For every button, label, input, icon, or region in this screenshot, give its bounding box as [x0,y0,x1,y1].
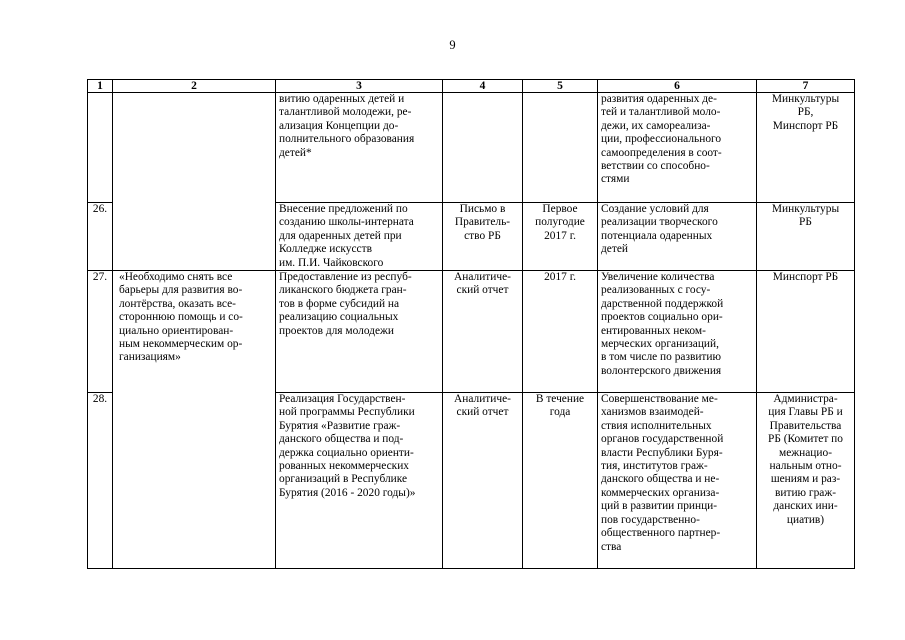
action-cell: Предоставление из респуб- ликанского бюджета гран- тов в форме субсидий на реализацию социальных проектов для молодежи [276,271,443,393]
term-cell [523,93,598,203]
responsible-cell: Минспорт РБ [757,271,855,393]
row-number: 26. [88,203,113,271]
form-cell: Аналитиче- ский отчет [443,393,523,569]
column-header-4: 4 [443,80,523,93]
action-cell: витию одаренных детей и талантливой молодежи, ре- ализация Концепции до- полнительного образования детей* [276,93,443,203]
table-row [88,271,855,393]
action-cell: Реализация Государствен- ной программы Республики Бурятия «Развитие граж- данского общества и под- держка социально ориенти- рованных некоммерческих организаций в Республике Бурятия (2016 - 2020 годы)» [276,393,443,569]
action-cell: Внесение предложений по созданию школы-интерната для одаренных детей при Колледже искусств им. П.И. Чайковского [276,203,443,271]
result-cell: Создание условий для реализации творческого потенциала одаренных детей [598,203,757,271]
purpose-cell: «Необходимо снять все барьеры для развития во- лонтёрства, оказать все- стороннюю помощь и со- циально ориентирован- ным некоммерческим ор- ганизациям» [113,271,276,569]
responsible-cell: Минкультуры РБ [757,203,855,271]
term-cell: 2017 г. [523,271,598,393]
result-cell: развития одаренных де- тей и талантливой моло- дежи, их самореализа- ции, профессионального самоопределения в соот- ветствии со способно- стями [598,93,757,203]
form-cell: Аналитиче- ский отчет [443,271,523,393]
column-header-6: 6 [598,80,757,93]
row-number [88,93,113,203]
table-row [88,93,855,203]
result-cell: Увеличение количества реализованных с госу- дарственной поддержкой проектов социально ори- ентированных неком- мерческих организаций, в том числе по развитию волонтерского движения [598,271,757,393]
column-header-1: 1 [88,80,113,93]
result-cell: Совершенствование ме- ханизмов взаимодей- ствия исполнительных органов государственной власти Республики Буря- тия, институтов граж- данского общества и не- коммерческих организа- ций в развитии принци- пов государственно- общественного партнер- ства [598,393,757,569]
purpose-cell [113,93,276,271]
column-header-7: 7 [757,80,855,93]
term-cell: В течение года [523,393,598,569]
page-number: 9 [449,38,456,52]
responsible-cell: Минкультуры РБ, Минспорт РБ [757,93,855,203]
row-number: 28. [88,393,113,569]
term-cell: Первое полугодие 2017 г. [523,203,598,271]
column-header-2: 2 [113,80,276,93]
column-header-5: 5 [523,80,598,93]
form-cell: Письмо в Правитель- ство РБ [443,203,523,271]
row-number: 27. [88,271,113,393]
column-header-3: 3 [276,80,443,93]
header-row [88,80,855,93]
responsible-cell: Администра- ция Главы РБ и Правительства РБ (Комитет по межнацио- нальным отно- шениям и раз- витию граж- данских ини- циатив) [757,393,855,569]
action-plan-table [87,79,855,569]
form-cell [443,93,523,203]
